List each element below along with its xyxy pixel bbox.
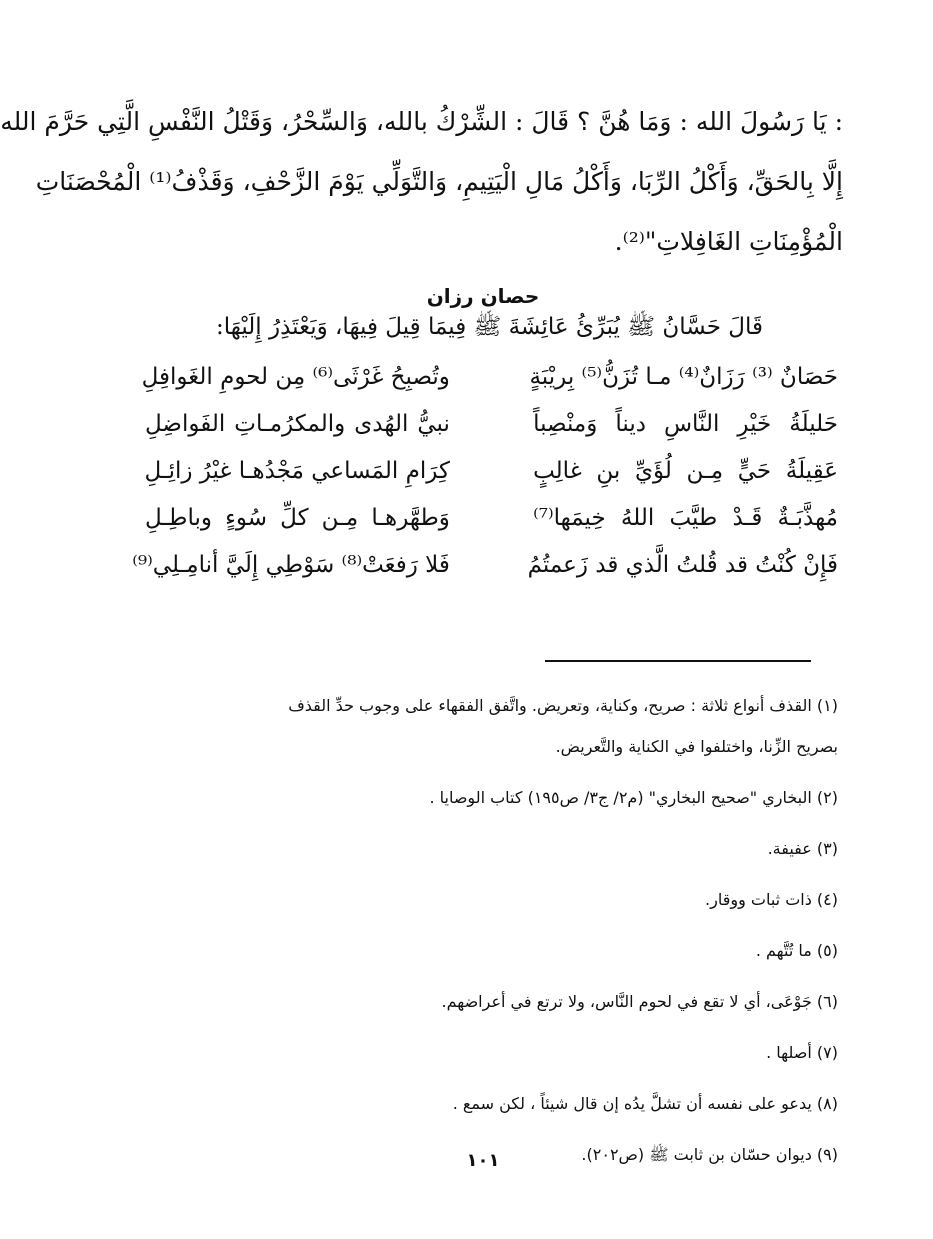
poem-title: حصان رزان (426, 284, 540, 308)
footnote-1-continuation: بصريح الزِّنا، واختلفوا في الكناية والتَّعريض. (555, 737, 838, 756)
poem (132, 354, 838, 589)
poem-intro: قَالَ حَسَّانُ ﷺ يُبَرِّئُ عَائِشَةَ ﷺ فِيمَا قِيلَ فِيهَا، وَيَعْتَذِرُ إِلَيْهَا: (215, 314, 763, 340)
paragraph-line: الْمُؤْمِنَاتِ الغَافِلاتِ"⁽²⁾. (614, 227, 843, 256)
verse (145, 495, 838, 542)
verse-first-hemistich: فَإِنْ كُنْتُ قد قُلتُ الَّذي قد زَعمتُمُ (527, 552, 838, 578)
verse (145, 448, 838, 495)
footnote-2: (٢) البخاري "صحيح البخاري" (م٢/ ج٣/ ص١٩٥) كتاب الوصايا . (429, 788, 838, 807)
verse-second-hemistich: وتُصبِحُ غَرْثَى⁽⁶⁾ مِن لحومِ الغَوافِلِ (141, 364, 450, 390)
verse-first-hemistich: مُهذَّبَـةٌ قَـدْ طيَّبَ اللهُ خِيمَها⁽⁷⁾ (533, 505, 838, 531)
footnote-8: (٨) يدعو على نفسه أن تشلَّ يدُه إن قال شيئاً ، لكن سمع . (452, 1094, 838, 1113)
verse-second-hemistich: وَطهَّرهـا مِـن كلِّ سُوءٍ وباطِـلِ (145, 505, 450, 531)
footnotes (143, 680, 838, 1180)
footnote-1: (١) القذف أنواع ثلاثة : صريح، وكناية، وتعريض. واتَّفق الفقهاء على وجوب حدِّ القذف (288, 696, 838, 715)
verse-first-hemistich: عَقِيلَةُ حَيٍّ مِـن لُؤَيِّ بنِ غالِبٍ (533, 458, 838, 484)
paragraph-line: : يَا رَسُولَ الله : وَمَا هُنَّ ؟ قَالَ : الشِّرْكُ بالله، وَالسِّحْرُ، وَقَتْلُ النَّفْسِ الَّتِي حَرَّمَ الله (0, 107, 843, 136)
verse-first-hemistich: حَصَانٌ ⁽³⁾ رَزَانٌ⁽⁴⁾ مـا تُزَنُّ⁽⁵⁾ بِريْبَةٍ (529, 364, 838, 390)
verse-second-hemistich: فَلا رَفعَتْ⁽⁸⁾ سَوْطِي إِلَيَّ أنامِـلِي⁽⁹⁾ (132, 552, 450, 578)
verse-first-hemistich: حَليلَةُ خَيْرِ النَّاسِ ديناً وَمنْصِباً (533, 411, 838, 437)
footnote-7: (٧) أصلها . (766, 1043, 838, 1062)
paragraph-line: إِلَّا بِالحَقِّ، وَأَكْلُ الرِّبَا، وَأَكْلُ مَالِ الْيَتِيمِ، وَالتَّوَلِّي يَوْمَ الزَّحْفِ، وَقَذْفُ⁽¹⁾ الْمُحْصَنَاتِ (35, 167, 843, 196)
footnote-3: (٣) عفيفة. (767, 839, 838, 858)
verse-second-hemistich: كِرَامِ المَساعي مَجْدُهـا غيْرُ زائِـلِ (144, 458, 450, 484)
footnote-5: (٥) ما تُتَّهم . (755, 941, 838, 960)
verse (141, 354, 838, 401)
verse (145, 401, 838, 448)
footnote-9: (٩) ديوان حسّان بن ثابت ﷺ (ص٢٠٢). (581, 1145, 838, 1164)
page-number: ١٠١ (466, 1150, 500, 1171)
hadith-paragraph (0, 92, 843, 272)
verse-second-hemistich: نبيُّ الهُدى والمكرُمـاتِ الفَواضِلِ (145, 411, 450, 437)
footnote-separator (545, 660, 811, 662)
footnote-6: (٦) جَوْعَى، أي لا تقع في لحوم النَّاس، ولا ترتع في أعراضهم. (441, 992, 838, 1011)
verse (132, 542, 838, 589)
footnote-4: (٤) ذات ثبات ووقار. (705, 890, 838, 909)
